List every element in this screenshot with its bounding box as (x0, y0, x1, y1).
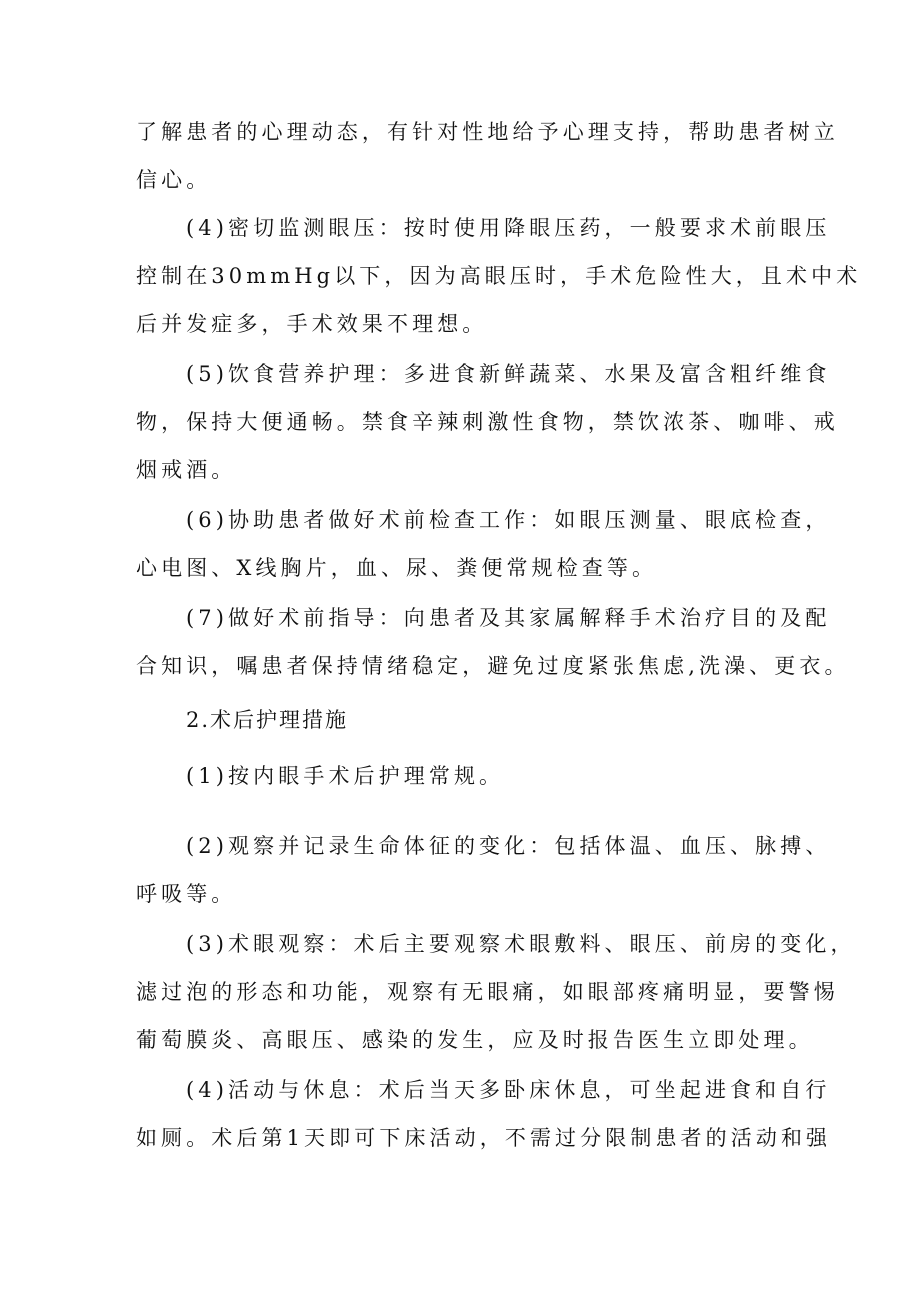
section-heading: 2.术后护理措施 (186, 708, 349, 732)
paragraph-line: (5)饮食营养护理：多进食新鲜蔬菜、水果及富含粗纤维食 (186, 362, 831, 386)
paragraph-line: 了解患者的心理动态，有针对性地给予心理支持，帮助患者树立 (136, 120, 839, 144)
paragraph-line: (4)活动与休息：术后当天多卧床休息，可坐起进食和自行 (186, 1078, 831, 1102)
paragraph-line: 心电图、X线胸片，血、尿、粪便常规检查等。 (136, 556, 658, 580)
paragraph-line: (2)观察并记录生命体征的变化：包括体温、血压、脉搏、 (186, 834, 831, 858)
paragraph-line: 烟戒酒。 (136, 458, 237, 482)
paragraph-line: 物，保持大便通畅。禁食辛辣刺激性食物，禁饮浓茶、咖啡、戒 (136, 410, 839, 434)
paragraph-line: 葡萄膜炎、高眼压、感染的发生，应及时报告医生立即处理。 (136, 1028, 814, 1052)
paragraph-line: 控制在30mmHg以下，因为高眼压时，手术危险性大，且术中术 (136, 264, 862, 288)
paragraph-line: 呼吸等。 (136, 882, 237, 906)
paragraph-line: (4)密切监测眼压：按时使用降眼压药，一般要求术前眼压 (186, 216, 831, 240)
paragraph-line: (7)做好术前指导：向患者及其家属解释手术治疗目的及配 (186, 606, 831, 630)
paragraph-line: 滤过泡的形态和功能，观察有无眼痛，如眼部疼痛明显，要警惕 (136, 980, 839, 1004)
paragraph-line: 信心。 (136, 168, 212, 192)
paragraph-line: 合知识，嘱患者保持情绪稳定，避免过度紧张焦虑,洗澡、更衣。 (136, 654, 850, 678)
paragraph-line: (6)协助患者做好术前检查工作：如眼压测量、眼底检查， (186, 508, 831, 532)
paragraph-line: 如厕。术后第1天即可下床活动，不需过分限制患者的活动和强 (136, 1126, 832, 1150)
paragraph-line: 后并发症多，手术效果不理想。 (136, 312, 488, 336)
paragraph-line: (1)按内眼手术后护理常规。 (186, 764, 505, 788)
paragraph-line: (3)术眼观察：术后主要观察术眼敷料、眼压、前房的变化， (186, 932, 856, 956)
